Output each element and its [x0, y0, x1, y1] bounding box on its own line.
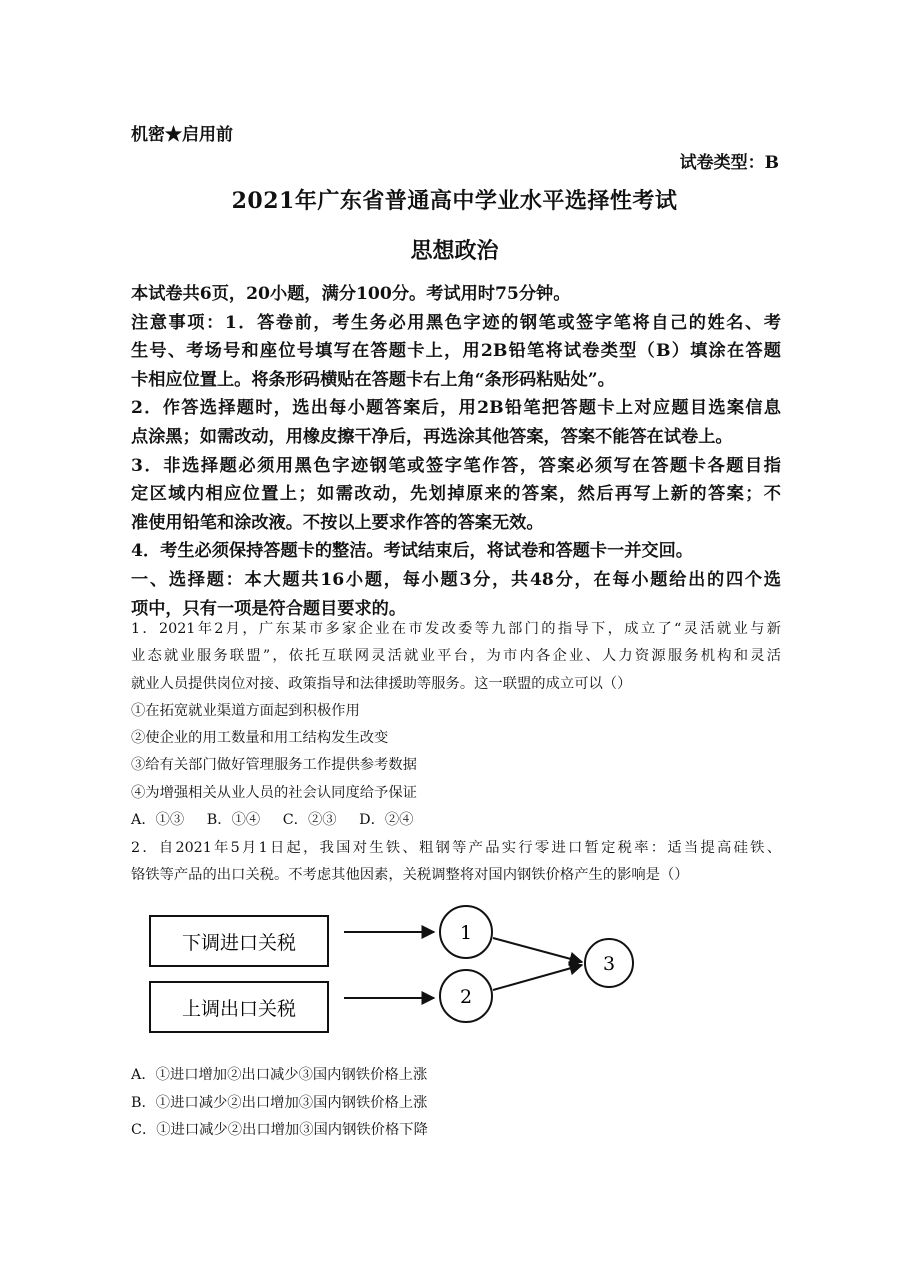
q2-stem-line: 2．自2021年5月1日起，我国对生铁、粗钢等产品实行零进口暂定税率：适当提高硅铁、: [131, 840, 781, 856]
exam-title: 2021年广东省普通高中学业水平选择性考试: [231, 188, 678, 214]
node-2-label: 2: [459, 986, 473, 1008]
q1-stem-line: 业态就业服务联盟”，依托互联网灵活就业平台，为市内各企业、人力资源服务机构和灵活: [131, 648, 781, 665]
arrow-node1-node3: [493, 938, 582, 962]
q1-statement: ④为增强相关从业人员的社会认同度给予保证: [131, 784, 417, 801]
q1-stem-line: 就业人员提供岗位对接、政策指导和法律援助等服务。这一联盟的成立可以（）: [131, 675, 632, 692]
q2-option-b: B．①进口减少②出口增加③国内钢铁价格上涨: [131, 1094, 428, 1111]
q2-option-c: C．①进口减少②出口增加③国内钢铁价格下降: [131, 1122, 428, 1138]
notice-line: 4．考生必须保持答题卡的整洁。考试结束后，将试卷和答题卡一并交回。: [131, 541, 693, 562]
q2-option-a: A．①进口增加②出口减少③国内钢铁价格上涨: [131, 1067, 428, 1083]
instructions: [131, 280, 781, 623]
q1-statement: ②使企业的用工数量和用工结构发生改变: [131, 730, 389, 747]
question-2: [131, 835, 781, 890]
q2-stem-line: 铬铁等产品的出口关税。不考虑其他因素，关税调整将对国内钢铁价格产生的影响是（）: [131, 867, 689, 884]
q1-option-a: A．①③: [131, 812, 185, 829]
q1-option-b: B．①④: [206, 812, 261, 829]
subject-title: 思想政治: [410, 238, 499, 264]
q1-statement: ③给有关部门做好管理服务工作提供参考数据: [131, 757, 417, 774]
q1-options: [131, 807, 781, 834]
tariff-diagram: [148, 902, 638, 1034]
q1-option-c: C．②③: [282, 812, 337, 829]
q1-option-d: D．②④: [359, 812, 414, 829]
paper-type-label: 试卷类型：B: [679, 153, 779, 173]
q1-statement: ①在拓宽就业渠道方面起到积极作用: [131, 702, 360, 719]
arrow-node2-node3: [493, 965, 582, 990]
notice-line: 生号、考场号和座位号填写在答题卡上，用2B铅笔将试卷类型（B）填涂在答题: [131, 341, 781, 362]
notice-line: 卡相应位置上。将条形码横贴在答题卡右上角“条形码粘贴处”。: [131, 369, 615, 390]
notice-line: 2．作答选择题时，选出每小题答案后，用2B铅笔把答题卡上对应题目选案信息: [131, 398, 781, 419]
notice-line: 准使用铅笔和涂改液。不按以上要求作答的答案无效。: [131, 512, 544, 533]
box-import-tariff-label: 下调进口关税: [181, 932, 297, 954]
node-3-label: 3: [602, 953, 616, 975]
node-1-label: 1: [459, 922, 473, 944]
box-export-tariff-label: 上调出口关税: [181, 998, 297, 1020]
section-heading-line: 项中，只有一项是符合题目要求的。: [131, 598, 407, 619]
q2-options: [131, 1062, 781, 1145]
question-1: [131, 616, 781, 834]
section-heading-line: 一、选择题：本大题共16小题，每小题3分，共48分，在每小题给出的四个选: [131, 569, 781, 590]
confidential-label: 机密★启用前: [131, 125, 233, 145]
notice-line: 注意事项：1．答卷前，考生务必用黑色字迹的钢笔或签字笔将自己的姓名、考: [131, 312, 781, 333]
notice-line: 定区域内相应位置上；如需改动，先划掉原来的答案，然后再写上新的答案；不: [131, 484, 781, 505]
notice-line: 3．非选择题必须用黑色字迹钢笔或签字笔作答，答案必须写在答题卡各题目指: [131, 455, 781, 476]
notice-line: 点涂黑；如需改动，用橡皮擦干净后，再选涂其他答案，答案不能答在试卷上。: [131, 426, 733, 447]
summary-line: 本试卷共6页，20小题，满分100分。考试用时75分钟。: [131, 284, 571, 304]
q1-stem-line: 1．2021年2月，广东某市多家企业在市发改委等九部门的指导下，成立了“灵活就业与新: [131, 621, 781, 637]
